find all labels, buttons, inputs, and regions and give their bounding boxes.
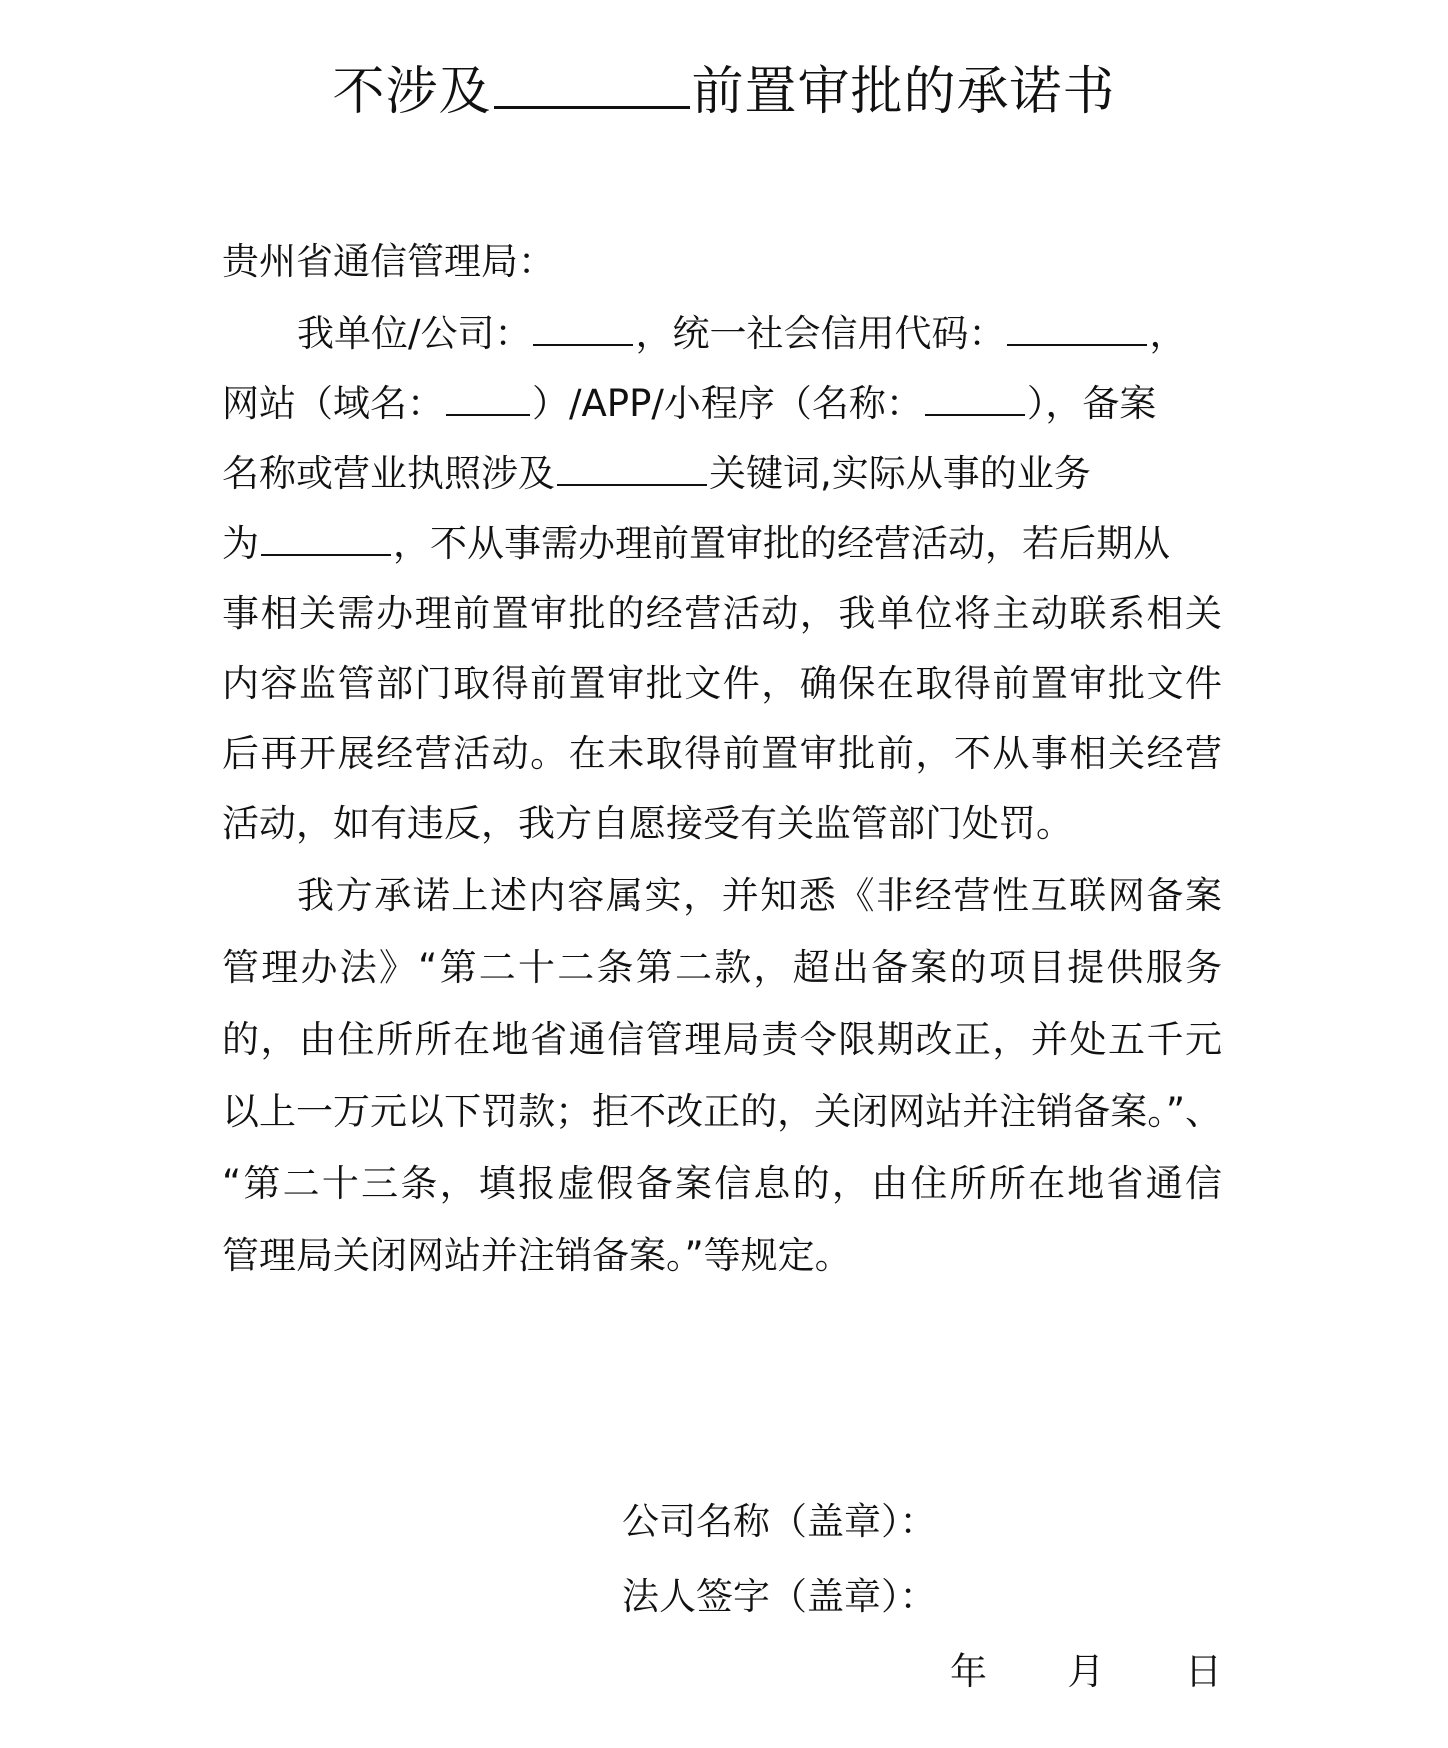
para2-line-3: 的，由住所所在地省通信管理局责令限期改正，并处五千元 — [222, 1018, 1222, 1061]
company-name-blank — [533, 307, 633, 346]
para1-line-8: 活动，如有违反，我方自愿接受有关监管部门处罚。 — [222, 802, 1073, 845]
para1-line-6: 内容监管部门取得前置审批文件，确保在取得前置审批文件 — [222, 662, 1222, 705]
year-label: 年 — [950, 1650, 987, 1693]
para2-line-4: 以上一万元以下罚款；拒不改正的，关闭网站并注销备案。”、 — [222, 1090, 1222, 1133]
date-line — [950, 1640, 1222, 1704]
para2-line-2: 管理办法》“第二十二条第二款，超出备案的项目提供服务 — [222, 946, 1222, 989]
addressee: 贵州省通信管理局： — [222, 240, 555, 283]
company-seal-label: 公司名称（盖章）： — [622, 1500, 937, 1543]
para1-line-1: 我单位/公司： ，统一社会信用代码： ， — [297, 298, 1222, 370]
title-prefix: 不涉及 — [332, 62, 492, 122]
document-title — [0, 52, 1448, 132]
para1-line-2: 网站（域名： ）/APP/小程序（名称： ），备案 — [222, 368, 1222, 440]
app-name-blank — [925, 377, 1025, 416]
para2-line-5: “第二十三条，填报虚假备案信息的，由住所所在地省通信 — [222, 1162, 1222, 1205]
keyword-blank — [557, 447, 707, 486]
day-label: 日 — [1185, 1650, 1222, 1693]
para2-line-1: 我方承诺上述内容属实，并知悉《非经营性互联网备案 — [297, 874, 1222, 917]
para1-line-7: 后再开展经营活动。在未取得前置审批前，不从事相关经营 — [222, 732, 1222, 775]
month-label: 月 — [1067, 1650, 1105, 1693]
legal-signature-label: 法人签字（盖章）： — [622, 1575, 937, 1618]
business-blank — [261, 517, 391, 556]
para1-line-5: 事相关需办理前置审批的经营活动，我单位将主动联系相关 — [222, 592, 1222, 635]
para1-line-4: 为 ，不从事需办理前置审批的经营活动，若后期从 — [222, 508, 1222, 580]
credit-code-blank — [1007, 307, 1147, 346]
domain-blank — [446, 377, 530, 416]
title-suffix: 前置审批的承诺书 — [691, 62, 1116, 122]
title-blank — [494, 54, 690, 109]
para1-line-3: 名称或营业执照涉及 关键词,实际从事的业务 — [222, 438, 1222, 510]
para2-line-6: 管理局关闭网站并注销备案。”等规定。 — [222, 1234, 852, 1277]
